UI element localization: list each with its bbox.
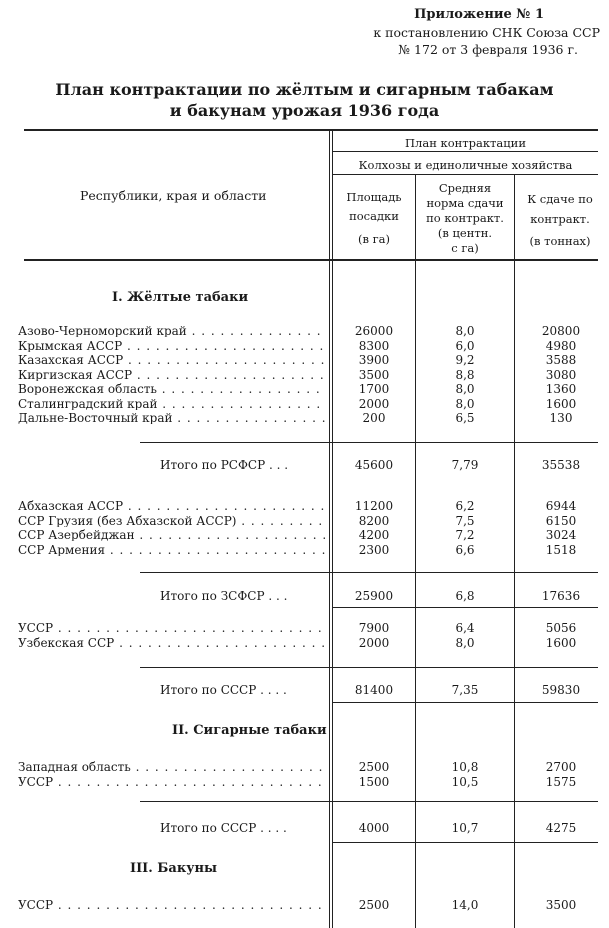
section-yellow-tobacco: I. Жёлтые табаки xyxy=(112,290,249,305)
delivery-norm: 8,8 xyxy=(455,367,475,382)
subtotal-rule-ussr1 xyxy=(140,667,598,668)
region-name: УССР . . . xyxy=(18,622,326,634)
column-divider-3 xyxy=(514,174,515,928)
delivery-norm: 10,8 xyxy=(451,760,479,774)
region-name: Казахская АССР . . . xyxy=(18,354,326,366)
planting-area: 3900 xyxy=(358,353,390,367)
delivery-total: 1600 xyxy=(545,396,577,411)
total-ussr2-total: 4275 xyxy=(545,821,577,835)
delivery-norm: 6,0 xyxy=(455,338,475,353)
appendix-title: Приложение № 1 xyxy=(414,7,544,22)
total-ussr2-label: Итого по СССР . . . . xyxy=(160,821,287,835)
zsfsr-bottom-rule xyxy=(333,607,598,608)
column-divider-2 xyxy=(415,174,416,928)
subtotal-rule-zsfsr xyxy=(140,572,598,573)
planting-area: 3500 xyxy=(358,367,390,382)
delivery-total: 20800 xyxy=(541,324,581,338)
region-name: Дальне-Восточный край . . . xyxy=(18,412,326,424)
planting-area: 2000 xyxy=(358,635,390,650)
total-rsfsr-total: 35538 xyxy=(541,458,581,472)
appendix-reference: к постановлению СНК Союза ССР xyxy=(373,25,600,40)
planting-area: 11200 xyxy=(354,499,394,513)
region-name: Киргизская АССР . . . xyxy=(18,369,326,381)
header-norm-4: (в центн. xyxy=(437,226,493,240)
header-plan: План контрактации xyxy=(405,136,526,150)
total-ussr1-label: Итого по СССР . . . . xyxy=(160,683,287,697)
header-area-3: (в га) xyxy=(358,232,390,246)
document-title-line2: и бакунам урожая 1936 года xyxy=(169,101,440,120)
delivery-total: 1600 xyxy=(545,635,577,650)
region-name: ССР Армения . . . xyxy=(18,544,326,556)
header-regions: Республики, края и области xyxy=(80,188,267,203)
subtotal-rule-rsfsr xyxy=(140,442,598,443)
total-zsfsr-norm: 6,8 xyxy=(455,589,475,603)
region-name: ССР Грузия (без Абхазской АССР) . . . xyxy=(18,515,326,527)
planting-area: 8200 xyxy=(358,513,390,528)
total-rsfsr-label: Итого по РСФСР . . . xyxy=(160,458,289,472)
total-ussr1-norm: 7,35 xyxy=(451,683,479,697)
delivery-norm: 7,2 xyxy=(455,528,475,542)
region-name: Узбекская ССР . . . xyxy=(18,637,326,649)
planting-area: 2500 xyxy=(358,760,390,774)
region-name: УССР . . . xyxy=(18,776,326,788)
delivery-norm: 9,2 xyxy=(455,353,475,367)
total-rsfsr-area: 45600 xyxy=(354,458,394,472)
region-name: УССР . . . xyxy=(18,899,326,911)
column-divider-1b xyxy=(332,131,333,928)
header-farms: Колхозы и единоличные хозяйства xyxy=(358,158,573,172)
delivery-norm: 10,5 xyxy=(451,775,479,789)
delivery-total: 6150 xyxy=(545,513,577,528)
delivery-norm: 14,0 xyxy=(451,898,479,912)
delivery-norm: 6,6 xyxy=(455,542,475,557)
region-name: Воронежская область . . . xyxy=(18,383,326,395)
region-name: Азово-Черноморский край . . . xyxy=(18,325,326,337)
total-zsfsr-label: Итого по ЗСФСР . . . xyxy=(160,589,288,603)
delivery-total: 1575 xyxy=(545,775,577,789)
header-total-1: К сдаче по xyxy=(527,192,593,206)
total-ussr1-total: 59830 xyxy=(541,683,581,697)
delivery-norm: 6,4 xyxy=(455,621,475,635)
total-ussr2-area: 4000 xyxy=(358,821,390,835)
planting-area: 4200 xyxy=(358,528,390,542)
planting-area: 2500 xyxy=(358,898,390,912)
farms-rule xyxy=(333,174,598,175)
delivery-norm: 8,0 xyxy=(455,382,475,396)
delivery-total: 3080 xyxy=(545,367,577,382)
document-title-line1: План контрактации по жёлтым и сигарным табакам xyxy=(55,80,554,99)
planting-area: 2300 xyxy=(358,542,390,557)
total-ussr2-norm: 10,7 xyxy=(451,821,479,835)
total-ussr1-area: 81400 xyxy=(354,683,394,697)
header-norm-5: с га) xyxy=(451,241,479,255)
appendix-number-date: № 172 от 3 февраля 1936 г. xyxy=(398,42,578,57)
delivery-norm: 8,0 xyxy=(455,396,475,411)
header-norm-3: по контракт. xyxy=(426,211,504,225)
delivery-norm: 6,2 xyxy=(455,499,475,513)
planting-area: 7900 xyxy=(358,621,390,635)
header-norm-2: норма сдачи xyxy=(426,196,504,210)
delivery-total: 1360 xyxy=(545,382,577,396)
delivery-total: 1518 xyxy=(545,542,577,557)
delivery-total: 130 xyxy=(549,411,573,425)
delivery-total: 3588 xyxy=(545,353,577,367)
ussr1-bottom-rule xyxy=(333,702,598,703)
delivery-total: 5056 xyxy=(545,621,577,635)
delivery-norm: 8,0 xyxy=(455,324,475,338)
header-area-1: Площадь xyxy=(346,190,402,204)
total-zsfsr-area: 25900 xyxy=(354,589,394,603)
planting-area: 26000 xyxy=(354,324,394,338)
total-rsfsr-norm: 7,79 xyxy=(451,458,479,472)
planting-area: 2000 xyxy=(358,396,390,411)
header-total-2: контракт. xyxy=(530,212,590,226)
region-name: Западная область . . . xyxy=(18,761,326,773)
header-area-2: посадки xyxy=(349,209,399,223)
delivery-norm: 7,5 xyxy=(455,513,475,528)
total-zsfsr-total: 17636 xyxy=(541,589,581,603)
planting-area: 1700 xyxy=(358,382,390,396)
region-name: ССР Азербейджан . . . xyxy=(18,529,326,541)
delivery-total: 2700 xyxy=(545,760,577,774)
delivery-norm: 6,5 xyxy=(455,411,475,425)
table-top-rule xyxy=(24,129,598,131)
region-name: Сталинградский край . . . xyxy=(18,398,326,410)
header-total-3: (в тоннах) xyxy=(529,234,591,248)
planting-area: 1500 xyxy=(358,775,390,789)
region-name: Абхазская АССР . . . xyxy=(18,500,326,512)
delivery-norm: 8,0 xyxy=(455,635,475,650)
delivery-total: 3500 xyxy=(545,898,577,912)
planting-area: 200 xyxy=(362,411,386,425)
planting-area: 8300 xyxy=(358,338,390,353)
header-bottom-rule xyxy=(24,259,598,261)
column-divider-1 xyxy=(329,131,330,928)
delivery-total: 3024 xyxy=(545,528,577,542)
ussr2-bottom-rule xyxy=(333,842,598,843)
region-name: Крымская АССР . . . xyxy=(18,340,326,352)
subtotal-rule-ussr2 xyxy=(140,801,598,802)
section-cigar-tobacco: II. Сигарные табаки xyxy=(172,723,327,738)
header-norm-1: Средняя xyxy=(438,181,492,195)
section-bakuny: III. Бакуны xyxy=(130,861,218,876)
delivery-total: 6944 xyxy=(545,499,577,513)
delivery-total: 4980 xyxy=(545,338,577,353)
